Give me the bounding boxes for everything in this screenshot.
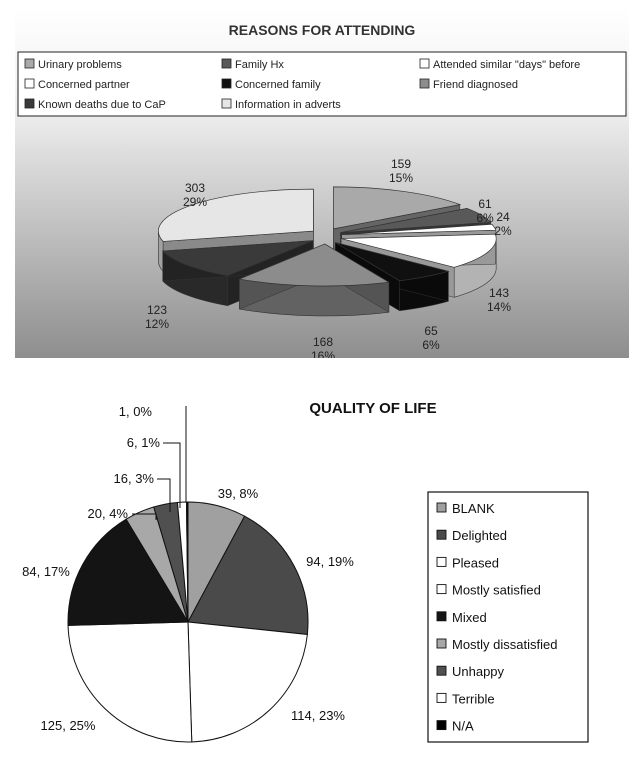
legend-label-pleased: Pleased [452,555,499,571]
quality-pie-svg [0,370,644,775]
legend-swatch-family-hx [222,59,231,68]
quality-of-life-chart [0,370,644,775]
legend-swatch-delighted [437,530,446,539]
legend-swatch-friend-diagnosed [420,79,429,88]
percent-label-urinary-problems: 15% [388,171,414,185]
data-label-unhappy: 16, 3% [113,471,154,486]
legend-swatch-terrible [437,693,446,702]
legend-label-concerned-family: Concerned family [235,79,321,91]
data-label-terrible: 6, 1% [126,435,160,450]
legend-label-terrible: Terrible [452,691,495,707]
legend-label-friend-diagnosed: Friend diagnosed [433,79,519,91]
legend-label-known-deaths-due-to-cap: Known deaths due to CaP [38,99,166,111]
legend-label-attended-similar-days-before: Attended similar "days" before [433,59,581,71]
chart1-title: REASONS FOR ATTENDING [228,22,416,38]
legend-label-concerned-partner: Concerned partner [38,79,130,91]
percent-label-concerned-partner: 14% [486,300,512,314]
legend-swatch-mixed [437,612,446,621]
legend-swatch-mostly-satisfied [437,585,446,594]
legend-swatch-blank [437,503,446,512]
data-label-mostly-satisfied: 125, 25% [40,718,96,733]
value-label-concerned-partner: 143 [488,286,510,300]
leader-line-terrible [163,443,180,508]
legend-swatch-concerned-partner [25,79,34,88]
legend-label-blank: BLANK [452,501,495,516]
legend-label-mostly-satisfied: Mostly satisfied [452,582,541,598]
legend-swatch-attended-similar-days-before [420,59,429,68]
percent-label-attended-similar-days-before: 2% [494,224,512,238]
value-label-concerned-family: 65 [424,324,438,338]
legend-label-urinary-problems: Urinary problems [38,59,122,71]
value-label-friend-diagnosed: 168 [312,335,334,349]
legend-swatch-n-a [437,721,446,730]
legend-label-n-a: N/A [452,718,474,734]
percent-label-family-hx: 6% [476,211,494,225]
data-label-mixed: 84, 17% [22,564,70,579]
percent-label-concerned-family: 6% [422,338,440,352]
legend-label-family-hx: Family Hx [235,59,284,71]
slice-pleased [188,622,307,742]
legend-swatch-known-deaths-due-to-cap [25,99,34,108]
value-label-family-hx: 61 [478,197,492,211]
legend-swatch-urinary-problems [25,59,34,68]
chart2-pie [68,502,308,742]
legend-label-delighted: Delighted [452,528,507,544]
value-label-known-deaths-due-to-cap: 123 [146,303,168,317]
data-label-n-a: 1, 0% [118,404,152,419]
legend-swatch-unhappy [437,666,446,675]
value-label-urinary-problems: 159 [390,157,412,171]
legend-swatch-pleased [437,557,446,566]
data-label-pleased: 114, 23% [291,708,345,723]
data-label-delighted: 94, 19% [306,554,354,569]
value-label-attended-similar-days-before: 24 [496,210,510,224]
data-label-blank: 39, 8% [217,486,259,501]
legend-label-mixed: Mixed [452,609,487,625]
reasons-for-attending-chart [15,8,629,358]
legend-swatch-information-in-adverts [222,99,231,108]
percent-label-friend-diagnosed: 16% [310,349,336,358]
legend-swatch-concerned-family [222,79,231,88]
legend-label-information-in-adverts: Information in adverts [235,99,341,111]
percent-label-known-deaths-due-to-cap: 12% [144,317,170,331]
chart2-title: QUALITY OF LIFE [309,400,437,417]
value-label-information-in-adverts: 303 [184,181,206,195]
reasons-pie-svg [15,8,629,358]
data-label-mostly-dissatisfied: 20, 4% [87,506,128,521]
percent-label-information-in-adverts: 29% [182,195,208,209]
legend-swatch-mostly-dissatisfied [437,639,446,648]
legend-label-mostly-dissatisfied: Mostly dissatisfied [452,637,558,652]
legend-label-unhappy: Unhappy [452,664,505,680]
